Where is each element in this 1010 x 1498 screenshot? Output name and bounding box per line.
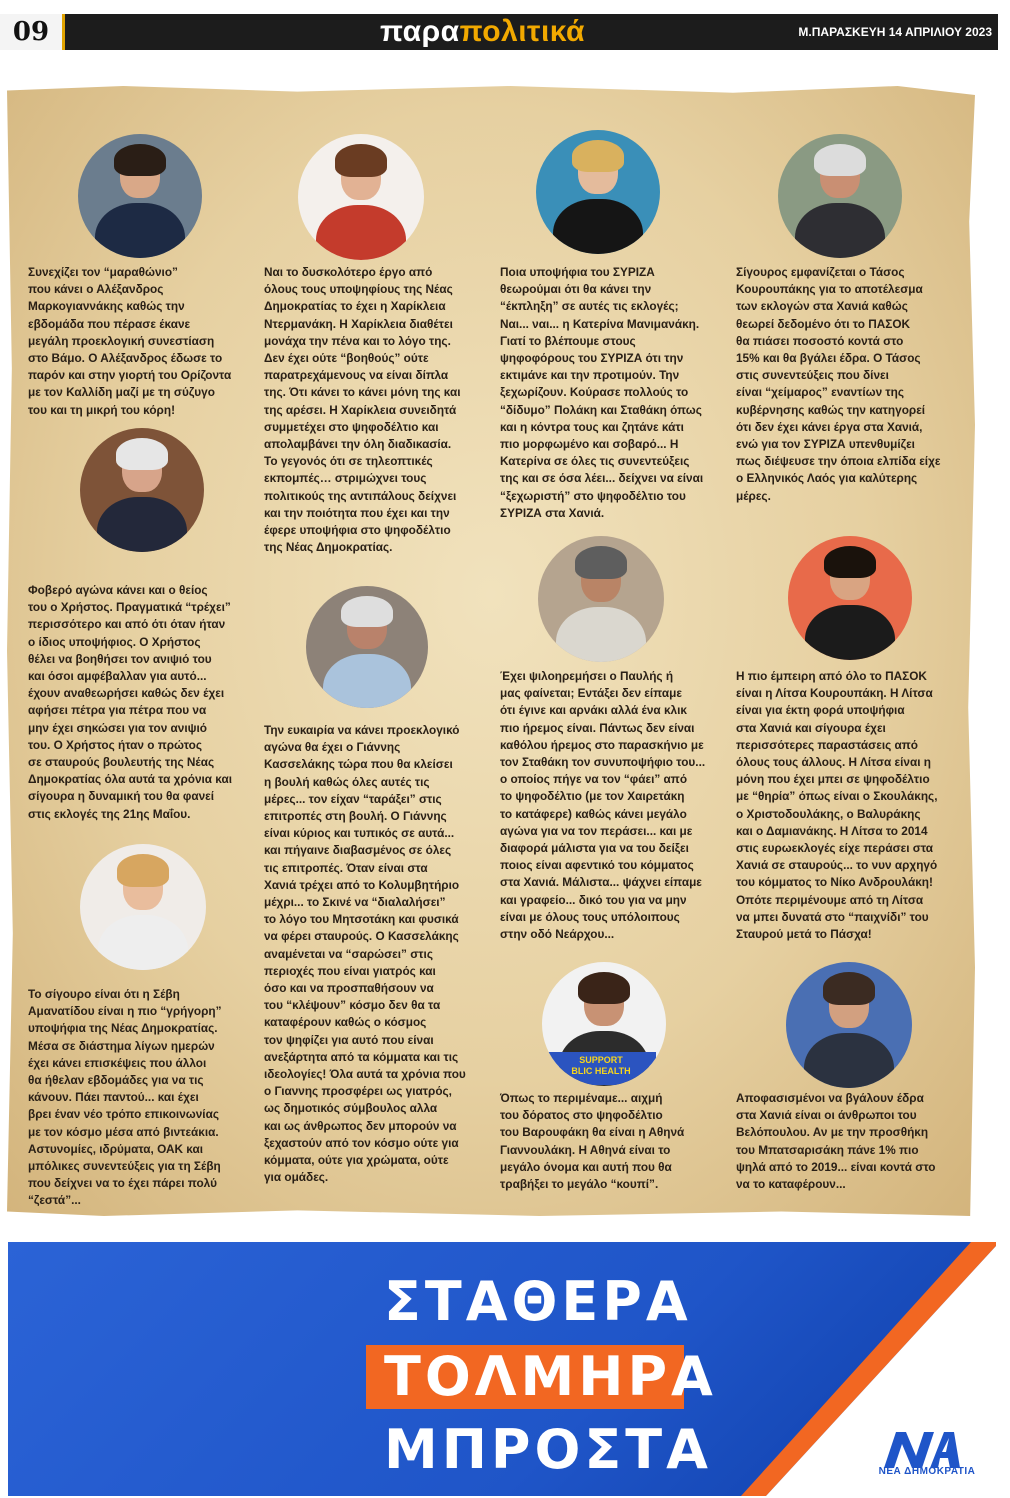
ad-slogan-line2: ΤΟΛΜΗΡΑ	[384, 1345, 717, 1408]
advertisement-banner	[8, 1242, 996, 1496]
page-number: 09	[0, 14, 65, 50]
article-manimanaki: Ποια υποψήφια του ΣΥΡΙΖΑ θεωρούμαι ότι θα κάνει την “έκπληξη” σε αυτές τις εκλογές; Ναι... ναι... η Κατερίνα Μανιμανάκη. Γιατί το βλέπουμε στους ψηφοφόρους του ΣΥΡΙΖΑ ότι την εκτιμάνε και την προτιμούν. Την ξεχωρίζουν. Κούρασε πολλούς το “δίδυμο” Πολάκη και Σταθάκη όπως και η κόντρα τους και ζητάνε κάτι πιο μορφωμένο και σοβαρό... Η Κατερίνα σε όλες τις συνεντεύξεις της και σε όσα λέει... δείχνει να είναι “ξεχωριστή” στο ψηφοδέλτιο του ΣΥΡΙΖΑ στα Χανιά.	[500, 265, 704, 520]
nd-logo-text: ΝΕΑ ΔΗΜΟΚΡΑΤΙΑ	[878, 1466, 976, 1477]
section-title	[380, 14, 585, 50]
article-kouroupaki-litsa: Η πιο έμπειρη από όλο το ΠΑΣΟΚ είναι η Λίτσα Κουρουπάκη. Η Λίτσα είναι για έκτη φορά υποψήφια στα Χανιά και σίγουρα έχει περισσότερες παραστάσεις από όλους τους άλλους. Η Λίτσα είναι η μόνη που έχει μπει σε ψηφοδέλτιο με “θηρία” όπως είναι ο Σκουλάκης, ο Χριστοδουλάκης, ο Βαλυράκης και ο Δαμιανάκης. Η Λίτσα το 2014 στις ευρωεκλογές είχε περάσει στα Χανιά σε σταυρούς... το νυν αρχηγό του κόμματος το Νίκο Ανδρουλάκη! Οπότε περιμένουμε από τη Λίτσα να μπει δυνατά στο “παιχνίδι” του Σταυρού μετά το Πάσχα!	[736, 669, 938, 942]
photo-amanatidou	[80, 844, 206, 970]
nd-logo-icon	[880, 1426, 962, 1470]
article-giannoulaki: Όπως το περιμέναμε... αιχμή του δόρατος στο ψηφοδέλτιο του Βαρουφάκη θα είναι η Αθηνά Γιαννουλάκη. Η Αθηνά είναι το μεγάλο όνομα και αυτή που θα τραβήξει το μεγάλο “κουπί”.	[500, 1091, 685, 1192]
photo-kasselakis	[306, 586, 428, 708]
article-polakis: Έχει ψιλοηρεμήσει ο Παυλής ή μας φαίνεται; Εντάξει δεν είπαμε ότι έγινε και αρνάκι αλλά ένα κλικ πιο ήρεμος είναι. Πάντως δεν είναι καθόλου ήρεμος στο παρασκήνιο με τον Σταθάκη τον συνυποψήφιο του... ο οποίος πήγε να τον “φάει” από το ψηφοδέλτιο (με τον Χαιρετάκη το κατάφερε) καθώς κάνει μεγάλο αγώνα για να τον περάσει... και με διαφορά μάλιστα για να του δείξει ποιος είναι αφεντικό του κόμματος στα Χανιά. Μάλιστα... ψάχνει είπαμε και γραφείο... δικό του για να μην είναι με όλους τους υπόλοιπους στην οδό Νεάρχου...	[500, 669, 706, 942]
ad-slogan-line1: ΣΤΑΘΕΡΑ	[384, 1270, 692, 1333]
header-bar	[0, 14, 998, 50]
photo-christos	[80, 428, 204, 552]
article-markogiannakis: Συνεχίζει τον “μαραθώνιο” που κάνει ο Αλέξανδρος Μαρκογιαννάκης καθώς την εβδομάδα που πέρασε έκανε μεγάλη προεκλογική συνεστίαση στο Βάμο. Ο Αλέξανδρος έδωσε το παρόν και στην γιορτή του Ορίζοντα με τον Καλλίδη μαζί με τη σύζυγο του και τη μικρή του κόρη!	[28, 265, 232, 417]
photo-kouroupakis-tasos	[778, 134, 902, 258]
section-title-part1: παρα	[380, 15, 460, 48]
photo-velopoulos	[786, 962, 912, 1088]
article-velopoulos: Αποφασισμένοι να βγάλουν έδρα στα Χανιά είναι οι άνθρωποι του Βελόπουλου. Αν με την προσθήκη του Μπατσαρισάκη πάνε 1% πιο ψηλά από το 2019... είναι κοντά στο να το καταφέρουν...	[736, 1091, 936, 1192]
ad-slogan-line3: ΜΠΡΟΣΤΑ	[384, 1418, 712, 1481]
article-christos: Φοβερό αγώνα κάνει και ο θείος του ο Χρήστος. Πραγματικά “τρέχει” περισσότερο και από ότι όταν ήταν ο ίδιος υποψήφιος. Ο Χρήστος θέλει να βοηθήσει τον ανιψιό του και όσοι αμφέβαλλαν για αυτό... έχουν αναθεωρήσει καθώς δεν έχει αφήσει πέτρα για πέτρα που να μην έχει σηκώσει για τον ανιψιό του. Ο Χρήστος ήταν ο πρώτος σε σταυρούς βουλευτής της Νέας Δημοκρατίας όλα αυτά τα χρόνια και σίγουρα η δυναμική του θα φανεί στις εκλογές της 21ης Μαΐου.	[28, 583, 233, 821]
photo-kouroupaki-litsa	[788, 536, 912, 660]
photo-markogiannakis	[78, 134, 202, 258]
article-amanatidou: Το σίγουρο είναι ότι η Σέβη Αμανατίδου είναι η πιο “γρήγορη” υποψήφια της Νέας Δημοκρατίας. Μέσα σε διάστημα λίγων ημερών έχει κάνει επισκέψεις που άλλοι θα ήθελαν εβδομάδες για να τις κάνουν. Πάει παντού... και έχει βρει έναν νέο τρόπο επικοινωνίας με τον κόσμο μέσα από βιντεάκια. Αστυνομίες, ιδρύματα, ΟΑΚ και μπόλικες συνεντεύξεις για τη Σέβη που δείχνει να το έχει πάρει πολύ “ζεστά”...	[28, 987, 222, 1208]
section-title-part2: πολιτικά	[459, 15, 585, 48]
article-ntermanaki: Ναι το δυσκολότερο έργο από όλους τους υποψηφίους της Νέας Δημοκρατίας το έχει η Χαρίκλεια Ντερμανάκη. Η Χαρίκλεια διαθέτει μονάχα την πένα και το λόγο της. Δεν έχει ούτε “βοηθούς” ούτε παρατρεχάμενους να είναι δίπλα της. Ότι κάνει το κάνει μόνη της και της αρέσει. Η Χαρίκλεια συνειδητά συμμετέχει στο ψηφοδέλτιο και απολαμβάνει την όλη διαδικασία. Το γεγονός ότι σε τηλεοπτικές εκπομπές… στριμώχνει τους πολιτικούς της αντιπάλους δείχνει και την ποιότητα που έχει και την έφερε υποψήφια στο ψηφοδέλτιο της Νέας Δημοκρατίας.	[264, 265, 461, 555]
article-kouroupakis-tasos: Σίγουρος εμφανίζεται ο Τάσος Κουρουπάκης για το αποτέλεσμα των εκλογών στα Χανιά καθώς θεωρεί δεδομένο ότι το ΠΑΣΟΚ θα πιάσει ποσοστό κοντά στο 15% και θα βγάλει έδρα. Ο Τάσος στις συνεντεύξεις που δίνει είναι “χείμαρος” εναντίων της κυβέρνησης καθώς την κατηγορεί ότι δεν έχει κάνει έργα στα Χανιά, ενώ για τον ΣΥΡΙΖΑ υπενθυμίζει πως διέψευσε την όποια ελπίδα είχε ο Ελληνικός Λαός για καλύτερης μέρες.	[736, 265, 941, 503]
photo-polakis	[538, 536, 664, 662]
photo-giannoulaki	[542, 962, 666, 1086]
issue-date: Μ.ΠΑΡΑΣΚΕΥΗ 14 ΑΠΡΙΛΙΟΥ 2023	[798, 25, 992, 39]
photo-manimanaki	[536, 130, 660, 254]
photo-ntermanaki	[298, 134, 424, 260]
photo-caption: SUPPORT BLIC HEALTH	[546, 1052, 656, 1085]
article-kasselakis: Την ευκαιρία να κάνει προεκλογικό αγώνα θα έχει ο Γιάννης Κασσελάκης τώρα που θα κλείσει η βουλή καθώς όλες αυτές τις μέρες... τον είχαν “ταράξει” στις επιτροπές στη βουλή. Ο Γιάννης είναι κύριος και τυπικός σε αυτά... και πήγαινε διαβασμένος σε όλες τις επιτροπές. Όταν είναι στα Χανιά τρέχει από το Κολυμβητήριο μέχρι... το Σκινέ να “διαλαλήσει” το λόγο του Μητσοτάκη και φυσικά να φέρει σταυρούς. Ο Κασσελάκης αναμένεται να “σαρώσει” στις περιοχές που είναι γιατρός και όσο και να προσπαθήσουν να του “κλέψουν” κόσμο δεν θα τα καταφέρουν καθώς ο κόσμος τον ψηφίζει για αυτό που είναι ανεξάρτητα από τα κόμματα και τις ιδεολογίες! Όλα αυτά τα χρόνια που ο Γιαννης προσφέρει ως γιατρός, ως δημοτικός σύμβουλος αλλα και ως άνθρωπος δεν μπορούν να ξεχαστούν από τον κόσμο ούτε για κόμματα, ούτε για χρώματα, ούτε για ομάδες.	[264, 723, 466, 1185]
